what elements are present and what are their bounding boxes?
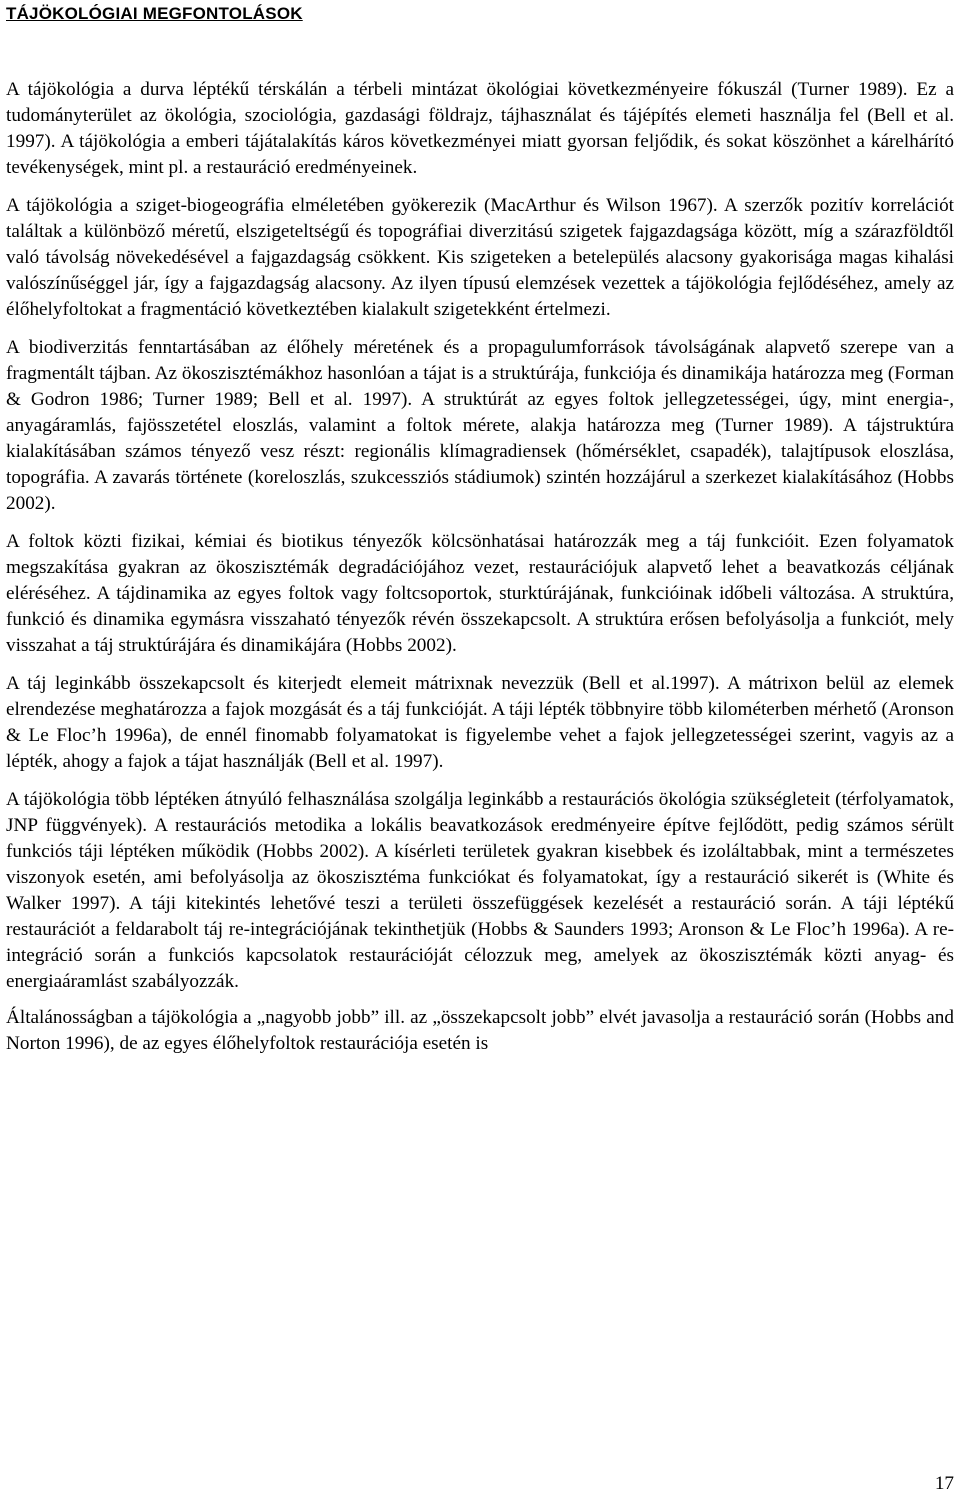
body-text xyxy=(6,77,954,1069)
page-number: 17 xyxy=(934,1473,954,1494)
paragraph: A tájökológia több léptéken átnyúló felhasználása szolgálja leginkább a restaurációs ökológia szükségleteit (térfolyamatok, JNP függvények). A restaurációs metodika a lokális beavatkozások eredményeire építve fejlődött, pedig számos sérült funkciós táji léptéken működik (Hobbs 2002). A kísérleti területek gyakran kisebbek és izoláltabbak, mint a természetes viszonyok esetén, ami befolyásolja az ökoszisztéma funkciókat és folyamatokat, így a restauráció sikerét is (White és Walker 1997). A táji kitekintés lehetővé teszi a területi összefüggések kezelését a restauráció során. A táji léptékű restaurációt a feldarabolt táj re-integrációjának tekinthetjük (Hobbs & Saunders 1993; Aronson & Le Floc’h 1996a). A re-integráció során a funkciós kapcsolatok restaurációját célozzuk meg, amelyek az ökoszisztémák közti anyag- és energiaáramlást szabályozzák. xyxy=(6,789,954,992)
paragraph: A táj leginkább összekapcsolt és kiterjedt elemeit mátrixnak nevezzük (Bell et al.1997). A mátrixon belül az elemek elrendezése meghatározza a fajok mozgását és a táj funkcióját. A táji lépték többnyire több kilométerben mérhető (Aronson & Le Floc’h 1996a), de ennél finomabb folyamatokat is figyelembe vehet a fajok jellegzetességei szerint, vagyis az a lépték, ahogy a fajok a tájat használják (Bell et al. 1997). xyxy=(6,673,954,772)
paragraph: Általánosságban a tájökológia a „nagyobb jobb” ill. az „összekapcsolt jobb” elvét javasolja a restauráció során (Hobbs and Norton 1996), de az egyes élőhelyfoltok restaurációja esetén is xyxy=(6,1007,954,1054)
section-heading: TÁJÖKOLÓGIAI MEGFONTOLÁSOK xyxy=(6,4,303,23)
paragraph: A tájökológia a sziget-biogeográfia elméletében gyökerezik (MacArthur és Wilson 1967). A szerzők pozitív korrelációt találtak a különböző méretű, elszigeteltségű és topográfiai diverzitású szigetek fajgazdagsága között, míg a szárazföldtől való távolság növekedésével a fajgazdagság csökkent. Kis szigeteken a betelepülés alacsony gyakorisága magas kihalási valószínűséggel jár, így a fajgazdagság alacsony. Az ilyen típusú elemzések vezettek a tájökológia fejlődéséhez, amely az élőhelyfoltokat a fragmentáció következtében kialakult szigetekként értelmezi. xyxy=(6,195,954,320)
paragraph: A foltok közti fizikai, kémiai és biotikus tényezők kölcsönhatásai határozzák meg a táj funkcióit. Ezen folyamatok megszakítása gyakran az ökoszisztémák degradációjához vezet, restaurációjuk alapvető lehet a beavatkozás céljának eléréséhez. A tájdinamika az egyes foltok vagy foltcsoportok, sturktúrájának, funkcióinak időbeli változása. A struktúra, funkció és dinamika egymásra visszaható tényezők révén összekapcsolt. A struktúra erősen befolyásolja a funkciót, mely visszahat a táj struktúrájára és dinamikájára (Hobbs 2002). xyxy=(6,531,954,656)
paragraph: A biodiverzitás fenntartásában az élőhely méretének és a propagulumforrások távolságának alapvető szerepe van a fragmentált tájban. Az ökoszisztémákhoz hasonlóan a tájat is a struktúrája, funkciója és dinamikája határozza meg (Forman & Godron 1986; Turner 1989; Bell et al. 1997). A struktúrát az egyes foltok jellegzetességei, úgy, mint energia-, anyagáramlás, fajösszetétel eloszlás, valamint a foltok mérete, alakja határozza meg (Turner 1989). A tájstruktúra kialakításában számos tényező vesz részt: regionális klímagradiensek (hőmérséklet, csapadék), talajtípusok eloszlása, topográfia. A zavarás története (koreloszlás, szukcessziós stádiumok) szintén hozzájárul a szerkezet kialakításához (Hobbs 2002). xyxy=(6,337,954,514)
paragraph: A tájökológia a durva léptékű térskálán a térbeli mintázat ökológiai következményeire fókuszál (Turner 1989). Ez a tudományterület az ökológia, szociológia, gazdasági földrajz, tájhasználat és tájépítés elemeti használja fel (Bell et al. 1997). A tájökológia a emberi tájátalakítás káros következményei miatt gyorsan feljődik, és sokat köszönhet a kárelhárító tevékenységek, mint pl. a restauráció eredményeinek. xyxy=(6,79,954,178)
